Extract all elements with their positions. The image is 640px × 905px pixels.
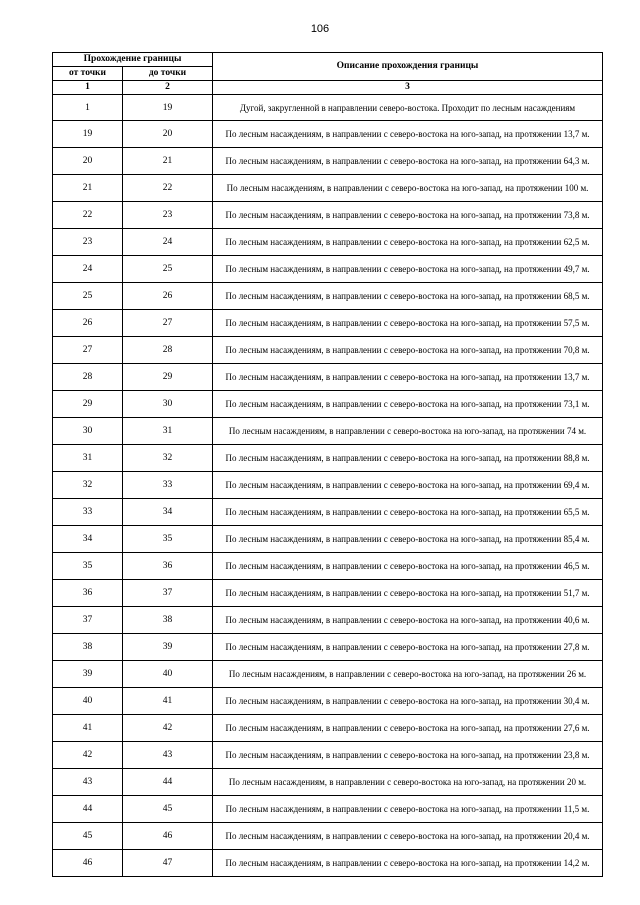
cell-to-point: 34 — [123, 499, 213, 526]
cell-from-point: 23 — [53, 229, 123, 256]
table-row — [53, 121, 603, 148]
table-row — [53, 796, 603, 823]
cell-from-point: 28 — [53, 364, 123, 391]
cell-description: По лесным насаждениям, в направлении с северо-востока на юго-запад, на протяжении 69,4 м. — [213, 472, 603, 499]
cell-from-point: 41 — [53, 715, 123, 742]
cell-to-point: 43 — [123, 742, 213, 769]
table-row — [53, 661, 603, 688]
cell-description: По лесным насаждениям, в направлении с северо-востока на юго-запад, на протяжении 85,4 м. — [213, 526, 603, 553]
table-row — [53, 175, 603, 202]
cell-from-point: 27 — [53, 337, 123, 364]
table-row — [53, 607, 603, 634]
cell-description: По лесным насаждениям, в направлении с северо-востока на юго-запад, на протяжении 62,5 м. — [213, 229, 603, 256]
cell-description: По лесным насаждениям, в направлении с северо-востока на юго-запад, на протяжении 30,4 м. — [213, 688, 603, 715]
cell-description: По лесным насаждениям, в направлении с северо-востока на юго-запад, на протяжении 73,8 м. — [213, 202, 603, 229]
cell-from-point: 43 — [53, 769, 123, 796]
cell-description: По лесным насаждениям, в направлении с северо-востока на юго-запад, на протяжении 23,8 м. — [213, 742, 603, 769]
cell-description: По лесным насаждениям, в направлении с северо-востока на юго-запад, на протяжении 88,8 м. — [213, 445, 603, 472]
cell-to-point: 47 — [123, 850, 213, 877]
cell-from-point: 33 — [53, 499, 123, 526]
cell-description: По лесным насаждениям, в направлении с северо-востока на юго-запад, на протяжении 100 м. — [213, 175, 603, 202]
cell-to-point: 24 — [123, 229, 213, 256]
table-row — [53, 769, 603, 796]
cell-from-point: 39 — [53, 661, 123, 688]
table-row — [53, 202, 603, 229]
cell-from-point: 30 — [53, 418, 123, 445]
cell-from-point: 46 — [53, 850, 123, 877]
cell-from-point: 19 — [53, 121, 123, 148]
boundary-table — [52, 52, 603, 877]
table-row — [53, 364, 603, 391]
cell-description: По лесным насаждениям, в направлении с северо-востока на юго-запад, на протяжении 57,5 м. — [213, 310, 603, 337]
cell-description: По лесным насаждениям, в направлении с северо-востока на юго-запад, на протяжении 65,5 м. — [213, 499, 603, 526]
header-col-3: 3 — [213, 81, 603, 95]
cell-description: По лесным насаждениям, в направлении с северо-востока на юго-запад, на протяжении 40,6 м. — [213, 607, 603, 634]
cell-description: Дугой, закругленной в направлении северо-востока. Проходит по лесным насаждениям — [213, 95, 603, 121]
cell-description: По лесным насаждениям, в направлении с северо-востока на юго-запад, на протяжении 74 м. — [213, 418, 603, 445]
table-row — [53, 445, 603, 472]
cell-to-point: 36 — [123, 553, 213, 580]
cell-description: По лесным насаждениям, в направлении с северо-востока на юго-запад, на протяжении 27,6 м. — [213, 715, 603, 742]
cell-to-point: 25 — [123, 256, 213, 283]
cell-to-point: 46 — [123, 823, 213, 850]
cell-description: По лесным насаждениям, в направлении с северо-востока на юго-запад, на протяжении 11,5 м. — [213, 796, 603, 823]
cell-to-point: 32 — [123, 445, 213, 472]
cell-from-point: 40 — [53, 688, 123, 715]
cell-to-point: 40 — [123, 661, 213, 688]
cell-to-point: 22 — [123, 175, 213, 202]
cell-to-point: 26 — [123, 283, 213, 310]
cell-from-point: 38 — [53, 634, 123, 661]
header-from: от точки — [53, 67, 123, 81]
table-row — [53, 148, 603, 175]
cell-description: По лесным насаждениям, в направлении с северо-востока на юго-запад, на протяжении 64,3 м. — [213, 148, 603, 175]
cell-to-point: 37 — [123, 580, 213, 607]
table-row — [53, 95, 603, 121]
table-body — [53, 95, 603, 877]
cell-to-point: 45 — [123, 796, 213, 823]
cell-from-point: 45 — [53, 823, 123, 850]
cell-description: По лесным насаждениям, в направлении с северо-востока на юго-запад, на протяжении 27,8 м. — [213, 634, 603, 661]
cell-description: По лесным насаждениям, в направлении с северо-востока на юго-запад, на протяжении 46,5 м. — [213, 553, 603, 580]
cell-description: По лесным насаждениям, в направлении с северо-востока на юго-запад, на протяжении 14,2 м. — [213, 850, 603, 877]
cell-to-point: 39 — [123, 634, 213, 661]
cell-to-point: 35 — [123, 526, 213, 553]
table-row — [53, 472, 603, 499]
cell-description: По лесным насаждениям, в направлении с северо-востока на юго-запад, на протяжении 13,7 м. — [213, 121, 603, 148]
cell-from-point: 21 — [53, 175, 123, 202]
table-row — [53, 526, 603, 553]
cell-to-point: 33 — [123, 472, 213, 499]
cell-from-point: 35 — [53, 553, 123, 580]
cell-from-point: 34 — [53, 526, 123, 553]
header-to: до точки — [123, 67, 213, 81]
cell-to-point: 23 — [123, 202, 213, 229]
cell-to-point: 44 — [123, 769, 213, 796]
cell-to-point: 41 — [123, 688, 213, 715]
cell-from-point: 44 — [53, 796, 123, 823]
cell-description: По лесным насаждениям, в направлении с северо-востока на юго-запад, на протяжении 51,7 м. — [213, 580, 603, 607]
table-row — [53, 553, 603, 580]
cell-to-point: 19 — [123, 95, 213, 121]
cell-description: По лесным насаждениям, в направлении с северо-востока на юго-запад, на протяжении 20,4 м. — [213, 823, 603, 850]
cell-from-point: 36 — [53, 580, 123, 607]
cell-from-point: 32 — [53, 472, 123, 499]
header-description: Описание прохождения границы — [213, 53, 603, 81]
table-row — [53, 229, 603, 256]
table-row — [53, 256, 603, 283]
cell-from-point: 26 — [53, 310, 123, 337]
table-row — [53, 310, 603, 337]
cell-description: По лесным насаждениям, в направлении с северо-востока на юго-запад, на протяжении 68,5 м. — [213, 283, 603, 310]
cell-from-point: 37 — [53, 607, 123, 634]
cell-from-point: 1 — [53, 95, 123, 121]
table-row — [53, 823, 603, 850]
cell-to-point: 38 — [123, 607, 213, 634]
cell-to-point: 21 — [123, 148, 213, 175]
cell-from-point: 25 — [53, 283, 123, 310]
cell-to-point: 29 — [123, 364, 213, 391]
cell-to-point: 27 — [123, 310, 213, 337]
cell-description: По лесным насаждениям, в направлении с северо-востока на юго-запад, на протяжении 26 м. — [213, 661, 603, 688]
table-row — [53, 688, 603, 715]
cell-to-point: 31 — [123, 418, 213, 445]
cell-description: По лесным насаждениям, в направлении с северо-востока на юго-запад, на протяжении 49,7 м. — [213, 256, 603, 283]
cell-to-point: 28 — [123, 337, 213, 364]
cell-to-point: 20 — [123, 121, 213, 148]
table-row — [53, 715, 603, 742]
table-row — [53, 499, 603, 526]
cell-from-point: 31 — [53, 445, 123, 472]
cell-to-point: 30 — [123, 391, 213, 418]
cell-description: По лесным насаждениям, в направлении с северо-востока на юго-запад, на протяжении 20 м. — [213, 769, 603, 796]
cell-from-point: 24 — [53, 256, 123, 283]
table-row — [53, 742, 603, 769]
cell-from-point: 20 — [53, 148, 123, 175]
cell-description: По лесным насаждениям, в направлении с северо-востока на юго-запад, на протяжении 73,1 м. — [213, 391, 603, 418]
table-row — [53, 850, 603, 877]
table-row — [53, 283, 603, 310]
cell-from-point: 22 — [53, 202, 123, 229]
table-row — [53, 418, 603, 445]
table-row — [53, 337, 603, 364]
page-number: 106 — [310, 23, 330, 35]
cell-from-point: 29 — [53, 391, 123, 418]
cell-description: По лесным насаждениям, в направлении с северо-востока на юго-запад, на протяжении 70,8 м. — [213, 337, 603, 364]
header-group: Прохождение границы — [53, 53, 213, 67]
header-col-1: 1 — [53, 81, 123, 95]
cell-from-point: 42 — [53, 742, 123, 769]
header-col-2: 2 — [123, 81, 213, 95]
table-row — [53, 634, 603, 661]
cell-to-point: 42 — [123, 715, 213, 742]
table-row — [53, 580, 603, 607]
cell-description: По лесным насаждениям, в направлении с северо-востока на юго-запад, на протяжении 13,7 м. — [213, 364, 603, 391]
table-row — [53, 391, 603, 418]
